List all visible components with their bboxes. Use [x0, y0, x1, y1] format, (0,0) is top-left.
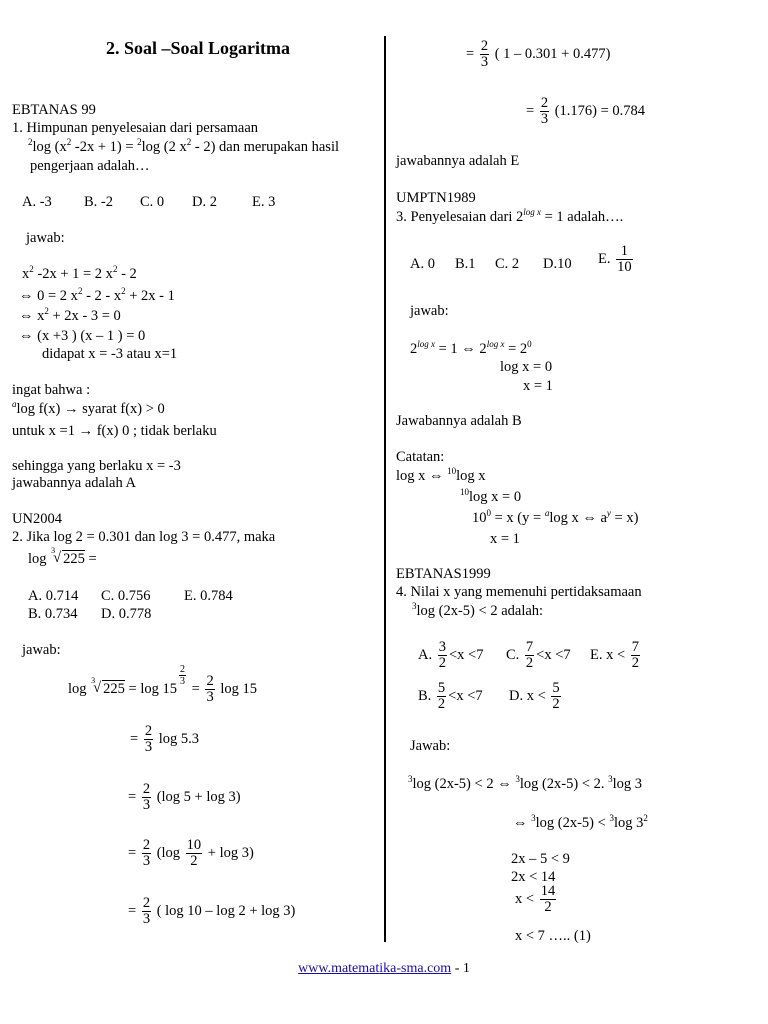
q1-option-e: E. 3: [252, 194, 276, 210]
arrow-icon: →: [64, 401, 79, 417]
q1-jawab: jawab:: [26, 230, 65, 246]
q1-conclusion-1: sehingga yang berlaku x = -3: [12, 458, 181, 474]
q3-step3: x = 1: [523, 378, 553, 394]
q2-option-c: C. 0.756: [101, 588, 151, 604]
q1-step1: $x^2$ -2x + 1 = 2 $x^2 - 2$: [22, 264, 137, 282]
q4-step6: x < 7 ….. (1): [515, 928, 591, 944]
q4-jawab: Jawab:: [410, 738, 451, 754]
q1-line2: $^2$log ($x^2$ -2x + 1) = $^2$log (2 $x^2 - 2$) dan merupakan hasil: [28, 137, 340, 155]
q3-option-a: A. 0: [410, 256, 435, 272]
q3-line1: 3. Penyelesaian dari $2^{log x} = 1$ adalah….: [396, 207, 624, 225]
q3-source: UMPTN1989: [396, 190, 476, 206]
q3-option-b: B.1: [455, 256, 476, 272]
q3-jawab: jawab:: [410, 303, 449, 319]
q2-eq5: = $\frac{2}{3}$ ( log 10 – log 2 + log 3): [128, 895, 296, 927]
page-title: 2. Soal –Soal Logaritma: [106, 38, 291, 58]
q1-option-c: C. 0: [140, 194, 165, 210]
catatan-label: Catatan:: [396, 449, 445, 465]
catatan-line3: $10^0 = x$ (y = $^a$log x ⇔ $a^y = x$): [472, 508, 639, 526]
q3-option-e: E. $\frac{1}{10}$: [598, 243, 632, 275]
q1-option-b: B. -2: [84, 194, 113, 210]
q1-step2: ⇔ 0 = 2 $x^2 - 2 - x^2 + 2x - 1$: [19, 286, 175, 304]
q4-line1: 4. Nilai x yang memenuhi pertidaksamaan: [396, 584, 642, 600]
q2-source: UN2004: [12, 511, 62, 527]
q2-option-b: B. 0.734: [28, 606, 78, 622]
catatan-line1: log x ⇔ $^{10}$log x: [396, 466, 486, 484]
q4-option-a: A. $\frac{3}{2}$ <x <7: [418, 639, 484, 671]
q2-option-e: E. 0.784: [184, 588, 233, 604]
q4-step5: x < $\frac{14}{2}$: [515, 883, 556, 915]
q1-step3: ⇔ $x^2 + 2x - 3 = 0$: [19, 306, 121, 324]
q3-answer: Jawabannya adalah B: [396, 413, 522, 429]
footer-link[interactable]: www.matematika-sma.com: [298, 961, 452, 976]
q1-step5: didapat x = -3 atau x=1: [42, 346, 178, 362]
page-number: - 1: [451, 961, 470, 976]
q2-eq3: = $\frac{2}{3}$ (log 5 + log 3): [128, 781, 241, 813]
q4-step3: 2x – 5 < 9: [511, 851, 570, 867]
q1-line1: 1. Himpunan penyelesaian dari persamaan: [12, 120, 259, 136]
q2-answer: jawabannya adalah E: [396, 153, 520, 169]
q4-step2: ⇔ $^3$log (2x-5) < $^3$log $3^2$: [513, 813, 648, 831]
q1-ingat: ingat bahwa :: [12, 382, 91, 398]
q4-source: EBTANAS1999: [396, 566, 491, 582]
cube-root: 3 √ 225: [51, 546, 85, 567]
q3-step2: log x = 0: [500, 359, 553, 375]
q2-cont-eq7: = $\frac{2}{3}$ (1.176) = 0.784: [526, 95, 646, 127]
q3-step1: $2^{log x} = 1$ ⇔ $2^{log x} = 2^0$: [410, 339, 532, 357]
q2-line1: 2. Jika log 2 = 0.301 dan log 3 = 0.477, maka: [12, 529, 276, 545]
arrow-icon: →: [78, 423, 94, 439]
q4-option-c: C. $\frac{7}{2}$ <x <7: [506, 639, 571, 671]
q1-option-d: D. 2: [192, 194, 217, 210]
q1-conclusion-2: jawabannya adalah A: [12, 475, 137, 491]
q1-option-a: A. -3: [22, 194, 52, 210]
catatan-line4: x = 1: [490, 531, 520, 547]
q3-option-c: C. 2: [495, 256, 520, 272]
q4-option-d: D. x < $\frac{5}{2}$: [509, 680, 560, 712]
q2-eq1: log 3 √ 225 = log 15 $\frac{2}{3}$ = $\frac{2}{3}$ log 15: [68, 664, 257, 705]
q4-option-b: B. $\frac{5}{2}$ <x <7: [418, 680, 483, 712]
q4-step1: $^3$log (2x-5) < 2 ⇔ $^3$log (2x-5) < 2. $^3$log 3: [408, 774, 643, 792]
q2-option-a: A. 0.714: [28, 588, 79, 604]
q1-line3: pengerjaan adalah…: [30, 158, 150, 174]
column-divider: [384, 36, 386, 942]
q2-jawab: jawab:: [22, 642, 61, 658]
q4-option-e: E. x < $\frac{7}{2}$: [590, 639, 640, 671]
q1-rule2: untuk x =1 → f(x) 0 ; tidak berlaku: [12, 423, 217, 439]
footer: [0, 960, 768, 978]
q4-line2: $^3$log (2x-5) < 2 adalah:: [412, 601, 544, 619]
q3-option-d: D.10: [543, 256, 572, 272]
q2-eq4: = $\frac{2}{3}$ (log $\frac{10}{2}$ + log 3): [128, 837, 254, 869]
q2-line2: log 3 √ 225 =: [28, 546, 97, 567]
q2-cont-eq6: = $\frac{2}{3}$ ( 1 – 0.301 + 0.477): [466, 38, 611, 70]
catatan-line2: $^{10}$log x = 0: [460, 487, 522, 505]
q4-step4: 2x < 14: [511, 869, 556, 885]
q1-source: EBTANAS 99: [12, 102, 96, 118]
q1-rule1: $^a$log f(x) → syarat f(x) > 0: [12, 399, 165, 417]
q1-step4: ⇔ (x +3 ) (x – 1 ) = 0: [19, 328, 146, 344]
q2-eq2: = $\frac{2}{3}$ log 5.3: [130, 723, 199, 755]
q2-option-d: D. 0.778: [101, 606, 152, 622]
